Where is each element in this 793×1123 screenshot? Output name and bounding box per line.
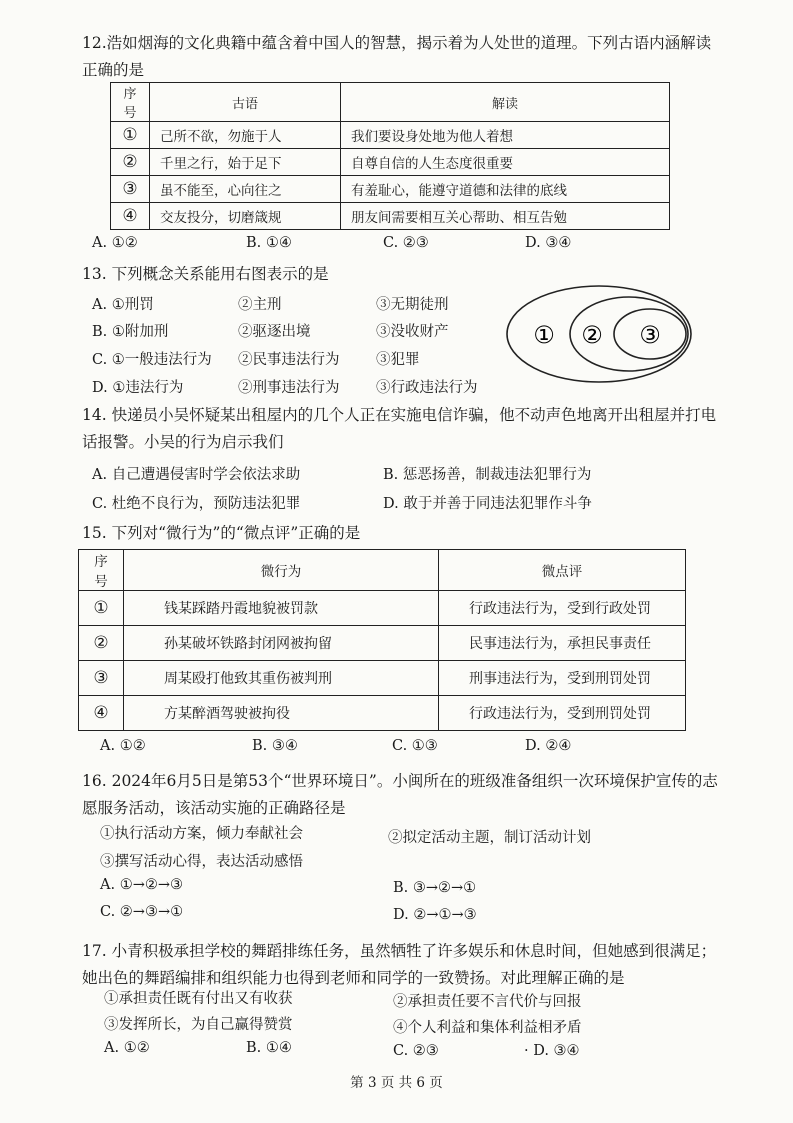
- row-number: ③: [79, 661, 124, 696]
- q13-b-3: ③没收财产: [376, 324, 449, 340]
- q14-option-d: D. 敢于并善于同违法犯罪作斗争: [383, 496, 592, 512]
- q13-c-1: C. ①一般违法行为: [92, 352, 212, 368]
- interpretation: 自尊自信的人生态度很重要: [341, 149, 670, 176]
- micro-comment: 行政违法行为，受到行政处罚: [439, 591, 686, 626]
- micro-comment: 刑事违法行为，受到刑罚处罚: [439, 661, 686, 696]
- ancient-saying: 交友投分，切磨箴规: [150, 203, 341, 230]
- q15-table: [78, 549, 686, 731]
- q16-option-c: C. ②→③→①: [100, 904, 184, 920]
- q17-item-4: ④个人利益和集体利益相矛盾: [393, 1020, 582, 1036]
- q17-option-b: B. ①④: [246, 1040, 292, 1056]
- table-row: [111, 149, 670, 176]
- interpretation: 我们要设身处地为他人着想: [341, 122, 670, 149]
- q16-item-2: ②拟定活动主题，制订活动计划: [388, 830, 591, 846]
- ancient-saying: 虽不能至，心向往之: [150, 176, 341, 203]
- q17-option-a: A. ①②: [104, 1040, 150, 1056]
- micro-behavior: 钱某踩踏丹霞地貌被罚款: [124, 591, 439, 626]
- q12-option-a: A. ①②: [92, 235, 138, 251]
- q14-option-b: B. 惩恶扬善，制裁违法犯罪行为: [383, 467, 592, 483]
- q13-d-3: ③行政违法行为: [376, 380, 478, 396]
- q16-option-d: D. ②→①→③: [393, 907, 477, 923]
- table-row: [111, 203, 670, 230]
- q16-option-b: B. ③→②→①: [393, 880, 477, 896]
- middle-label: ②: [581, 321, 603, 349]
- header-cell: 微点评: [439, 550, 686, 591]
- q13-a-1: A. ①刑罚: [92, 297, 154, 313]
- header-cell: 解读: [341, 83, 670, 122]
- row-number: ②: [111, 149, 150, 176]
- q13-d-1: D. ①违法行为: [92, 380, 184, 396]
- q14-option-c: C. 杜绝不良行为，预防违法犯罪: [92, 496, 301, 512]
- q12-stem: 12.浩如烟海的文化典籍中蕴含着中国人的智慧，揭示着为人处世的道理。下列古语内涵解读正确的是: [82, 34, 712, 79]
- micro-comment: 行政违法行为，受到刑罚处罚: [439, 696, 686, 731]
- q13-b-1: B. ①附加刑: [92, 324, 169, 340]
- q13-c-2: ②民事违法行为: [238, 352, 340, 368]
- interpretation: 有羞耻心，能遵守道德和法律的底线: [341, 176, 670, 203]
- inner-label: ③: [639, 321, 661, 349]
- table-row: [79, 696, 686, 731]
- table-row: [79, 626, 686, 661]
- row-number: ③: [111, 176, 150, 203]
- header-cell: 序号: [111, 83, 150, 122]
- q12-option-b: B. ①④: [246, 235, 292, 251]
- row-number: ①: [111, 122, 150, 149]
- q13-a-3: ③无期徒刑: [376, 297, 449, 313]
- table-row: [79, 661, 686, 696]
- q17-stem: 17. 小青积极承担学校的舞蹈排练任务，虽然牺牲了许多娱乐和休息时间，但她感到很满足；她出色的舞蹈编排和组织能力也得到老师和同学的一致赞扬。对此理解正确的是: [82, 942, 717, 987]
- q14-option-a: A. 自己遭遇侵害时学会依法求助: [92, 467, 301, 483]
- header-cell: 古语: [150, 83, 341, 122]
- micro-comment: 民事违法行为，承担民事责任: [439, 626, 686, 661]
- outer-label: ①: [533, 321, 555, 349]
- q15-option-a: A. ①②: [100, 738, 146, 754]
- row-number: ①: [79, 591, 124, 626]
- q16-item-1: ①执行活动方案，倾力奉献社会: [100, 826, 303, 842]
- header-cell: 序号: [79, 550, 124, 591]
- q17-option-c: C. ②③: [393, 1043, 439, 1059]
- ancient-saying: 己所不欲，勿施于人: [150, 122, 341, 149]
- interpretation: 朋友间需要相互关心帮助、相互告勉: [341, 203, 670, 230]
- micro-behavior: 方某醉酒驾驶被拘役: [124, 696, 439, 731]
- micro-behavior: 孙某破坏铁路封闭网被拘留: [124, 626, 439, 661]
- table-row: [79, 591, 686, 626]
- q12-table: [110, 82, 670, 230]
- q13-d-2: ②刑事违法行为: [238, 380, 340, 396]
- q16-item-3: ③撰写活动心得，表达活动感悟: [100, 854, 303, 870]
- q12-option-c: C. ②③: [383, 235, 429, 251]
- micro-behavior: 周某殴打他致其重伤被判刑: [124, 661, 439, 696]
- q17-item-2: ②承担责任要不言代价与回报: [393, 994, 582, 1010]
- nested-ellipse-diagram: [502, 281, 702, 391]
- q13-stem: 13. 下列概念关系能用右图表示的是: [82, 265, 329, 283]
- q17-option-d: · D. ③④: [524, 1043, 580, 1059]
- table-header-row: [111, 83, 670, 122]
- q17-item-1: ①承担责任既有付出又有收获: [104, 991, 293, 1007]
- q12-option-d: D. ③④: [525, 235, 572, 251]
- table-row: [111, 176, 670, 203]
- q16-stem: 16. 2024年6月5日是第53个“世界环境日”。小闽所在的班级准备组织一次环境保护宣传的志愿服务活动，该活动实施的正确路径是: [82, 772, 718, 817]
- header-cell: 微行为: [124, 550, 439, 591]
- row-number: ②: [79, 626, 124, 661]
- table-header-row: [79, 550, 686, 591]
- page-footer: 第 3 页 共 6 页: [350, 1075, 443, 1091]
- q15-option-c: C. ①③: [392, 738, 438, 754]
- q16-option-a: A. ①→②→③: [100, 877, 183, 893]
- q13-c-3: ③犯罪: [376, 352, 420, 368]
- q15-option-d: D. ②④: [525, 738, 572, 754]
- q13-a-2: ②主刑: [238, 297, 282, 313]
- table-row: [111, 122, 670, 149]
- q15-option-b: B. ③④: [252, 738, 298, 754]
- q17-item-3: ③发挥所长，为自己赢得赞赏: [104, 1017, 293, 1033]
- q15-stem: 15. 下列对“微行为”的“微点评”正确的是: [82, 524, 361, 542]
- q14-stem: 14. 快递员小吴怀疑某出租屋内的几个人正在实施电信诈骗，他不动声色地离开出租屋并打电话报警。小吴的行为启示我们: [82, 406, 717, 451]
- row-number: ④: [111, 203, 150, 230]
- ancient-saying: 千里之行，始于足下: [150, 149, 341, 176]
- row-number: ④: [79, 696, 124, 731]
- q13-b-2: ②驱逐出境: [238, 324, 311, 340]
